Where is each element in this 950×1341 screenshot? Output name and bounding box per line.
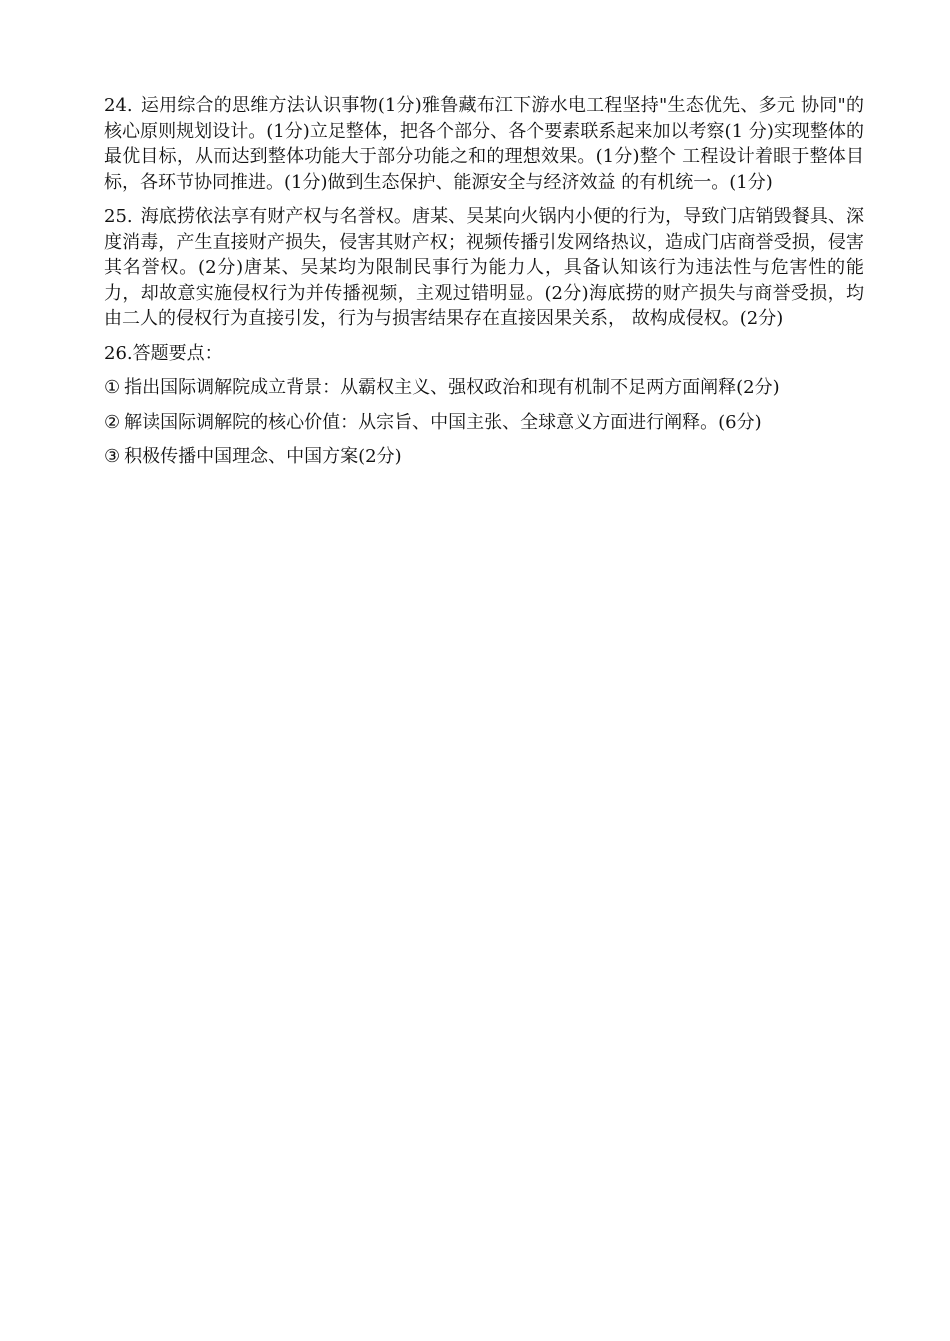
answer-26-points [104, 375, 864, 470]
answer-26-point-2 [104, 410, 864, 436]
answer-25-number: 25. [104, 206, 133, 227]
answer-24 [104, 93, 864, 195]
point-2-marker: ② [104, 411, 121, 433]
point-1-marker: ① [104, 377, 121, 398]
document-content [104, 93, 864, 479]
answer-24-number: 24. [104, 95, 133, 116]
answer-25-text: 海底捞依法享有财产权与名誉权。唐某、吴某向火锅内小便的行为，导致门店销毁餐具、深度消毒，产生直接财产损失，侵害其财产权；视频传播引发网络热议，造成门店商誉受损，侵害其名誉权。(2分)唐某、吴某均为限制民事行为能力人，具备认知该行为违法性与危害性的能力，却故意实施侵权行为并传播视频，主观过错明显。(2分)海底捞的财产损失与商誉受损，均由二人的侵权行为直接引发，行为与损害结果存在直接因果关系， 故构成侵权。(2分) [104, 206, 864, 329]
answer-26-point-3 [104, 444, 864, 470]
answer-26-point-1 [104, 375, 864, 401]
answer-26-heading: 26.答题要点： [104, 342, 223, 364]
point-2-text: 解读国际调解院的核心价值：从宗旨、中国主张、全球意义方面进行阐释。(6分) [124, 411, 762, 433]
answer-24-text: 运用综合的思维方法认识事物(1分)雅鲁藏布江下游水电工程坚持"生态优先、多元 协同"的核心原则规划设计。(1分)立足整体，把各个部分、各个要素联系起来加以考察(1 分)实现整体的最优目标，从而达到整体功能大于部分功能之和的理想效果。(1分)整个 工程设计着眼于整体目标，各环节协同推进。(1分)做到生态保护、能源安全与经济效益 的有机统一。(1分) [104, 95, 864, 193]
answer-25 [104, 204, 864, 332]
point-3-marker: ③ [104, 446, 121, 467]
point-3-text: 积极传播中国理念、中国方案(2分) [124, 446, 402, 467]
point-1-text: 指出国际调解院成立背景：从霸权主义、强权政治和现有机制不足两方面阐释(2分) [124, 377, 780, 398]
